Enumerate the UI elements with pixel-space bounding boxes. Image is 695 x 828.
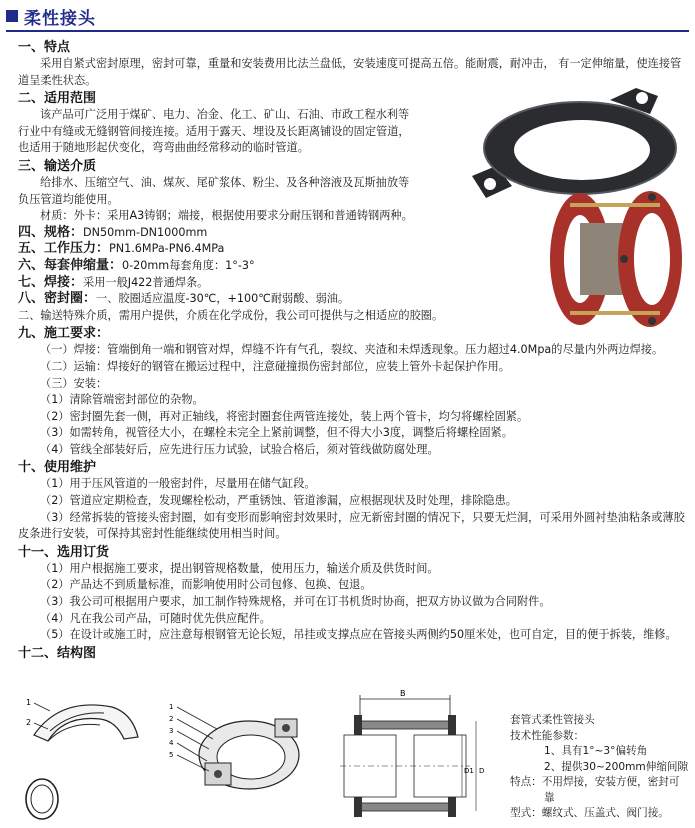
ordering-item-2: （2）产品达不到质量标准，而影响使用时公司包修、包换、包退。	[40, 578, 372, 592]
diagram2-label-5: 5	[169, 751, 174, 759]
diagram1-label-2: 2	[26, 718, 32, 727]
spec-value: DN50mm-DN1000mm	[83, 225, 208, 239]
applications-text: 该产品可广泛用于煤矿、电力、冶金、化工、矿山、石油、市政工程水利等行业中有缝或无缝钢管间接连接。适用于露天、埋设及长距离铺设的固定管道，也适用于随地形起伏变化，弯弯曲曲经常移动的临时管道。	[18, 108, 410, 155]
heading-seal: 八、密封圈：	[18, 291, 97, 307]
construction-item-2: （二）运输：焊接好的钢管在搬运过程中，注意碰撞损伤密封部位，应装上管外卡起保护作用。	[40, 359, 510, 373]
diagram2-label-4: 4	[169, 739, 174, 747]
title-bar	[6, 4, 96, 28]
document-body	[18, 38, 690, 662]
spec-title: 套管式柔性管接头	[510, 714, 595, 726]
spec-box	[510, 713, 690, 822]
heading-ordering: 十一、选用订货	[18, 544, 110, 560]
maintenance-item-3: （3）经常拆装的管接头密封圈，如有变形而影响密封效果时，应无新密封圈的情况下，只要无烂洞，可采用外圆衬垫油粘条或薄胶皮条进行安装，可保持其密封性能继续使用相当时间。	[18, 510, 685, 541]
expansion-row	[18, 258, 690, 275]
diagram2-label-3: 3	[169, 727, 174, 735]
diagram3-label-d1: D1	[464, 767, 474, 775]
heading-applications: 二、适用范围	[18, 91, 97, 107]
heading-construction: 九、施工要求：	[18, 326, 110, 342]
ordering-item-5: （5）在设计或施工时，应注意每根钢管无论长短，吊挂或支撑点应在管接头两侧约50厘米处，也可自定，目的便于拆装，维修。	[40, 628, 677, 642]
spec-feature: 特点：不用焊接，安装方便，密封可靠	[510, 776, 680, 804]
construction-item-6: （3）如需转角，视管径大小，在螺栓未完全上紧前调整，但不得大小3度，调整后将螺栓固紧。	[40, 426, 513, 440]
expansion-value: 0-20mm每套角度：1°-3°	[122, 258, 255, 272]
seal-value: 一、胶圈适应温度-30℃，+100℃耐弱酸、弱油。	[96, 292, 350, 306]
construction-item-1: （一）焊接：管端倒角一端和钢管对焊，焊缝不许有气孔，裂纹、夹渣和未焊透现象。压力超过4.0Mpa的尽量内外两边焊接。	[40, 343, 664, 357]
page-title: 柔性接头	[24, 8, 96, 29]
spec-types: 型式：螺纹式、压盖式、阀门接。	[510, 807, 669, 819]
spec-param-2: 2、提供30~200mm伸缩间隙	[544, 760, 689, 773]
welding-value: 采用一般J422普通焊条。	[83, 275, 209, 289]
ordering-item-3: （3）我公司可根据用户要求，加工制作特殊规格，并可在订书机货时协商，把双方协议做为合同附件。	[40, 595, 551, 609]
heading-welding: 七、焊接：	[18, 274, 84, 290]
pressure-row	[18, 241, 690, 258]
construction-item-4: （1）清除管端密封部位的杂物。	[40, 393, 204, 407]
diagram3-label-b: B	[400, 689, 406, 698]
title-rule	[6, 30, 689, 32]
heading-features: 一、特点	[18, 40, 71, 55]
structure-diagrams	[0, 675, 695, 828]
sleeve-joint-section-diagram	[340, 685, 490, 825]
construction-item-7: （4）管线全部装好后，应先进行压力试验，试验合格后，须对管线做防腐处理。	[40, 442, 439, 456]
maintenance-item-2: （2）管道应定期检查，发现螺栓松动，严重锈蚀、管道渗漏，应根据现状及时处理，排除隐患。	[40, 494, 517, 508]
diagram1-label-1: 1	[26, 698, 32, 707]
clamp-assembly-diagram	[165, 699, 315, 809]
spec-param-label: 技术性能参数：	[510, 729, 585, 742]
heading-pressure: 五、工作压力：	[18, 241, 110, 257]
heading-structure: 十二、结构图	[18, 645, 97, 661]
construction-item-5: （2）密封圈先套一侧，再对正轴线，将密封圈套住两管连接处，装上两个管卡，均匀将螺栓固紧。	[40, 409, 529, 423]
diagram2-label-1: 1	[169, 703, 174, 711]
features-text: 采用自紧式密封原理，密封可靠，重量和安装费用比法兰盘低，安装速度可提高五倍。能耐震，耐冲击， 有一定伸缩量，使连接管道呈柔性状态。	[18, 57, 682, 87]
construction-item-3: （三）安装：	[40, 376, 108, 390]
pressure-value: PN1.6MPa-PN6.4MPa	[109, 242, 225, 256]
maintenance-item-1: （1）用于压风管道的一般密封件，尽量用在储气缸段。	[40, 477, 316, 491]
diagram3-label-d: D	[479, 767, 485, 775]
welding-row	[18, 275, 690, 292]
heading-spec: 四、规格：	[18, 224, 84, 240]
media-text: 给排水、压缩空气、油、煤灰、尾矿浆体、粉尘、及各种溶液及瓦斯抽放等负压管道均能使用。	[18, 175, 410, 206]
seal-row	[18, 291, 690, 308]
diagram2-label-2: 2	[169, 715, 174, 723]
ring-seal-diagram	[20, 691, 150, 823]
ordering-item-4: （4）凡在我公司产品，可随时优先供应配件。	[40, 611, 271, 625]
title-square-icon	[6, 10, 18, 22]
spec-row	[18, 225, 690, 242]
seal-line2: 二、输送特殊介质，需用户提供，介质在化学成份，我公司可提供与之相适应的胶圈。	[18, 308, 444, 322]
heading-maintenance: 十、使用维护	[18, 460, 97, 476]
spec-param-1: 1、具有1°~3°偏转角	[544, 745, 648, 757]
heading-expansion: 六、每套伸缩量：	[18, 257, 123, 273]
ordering-item-1: （1）用户根据施工要求，提出钢管规格数量，使用压力，输送介质及供货时间。	[40, 561, 439, 575]
material-text: 材质：外卡：采用A3铸钢；端接，根据使用要求分耐压钢和普通铸钢两种。	[40, 209, 413, 223]
heading-media: 三、输送介质	[18, 158, 97, 174]
